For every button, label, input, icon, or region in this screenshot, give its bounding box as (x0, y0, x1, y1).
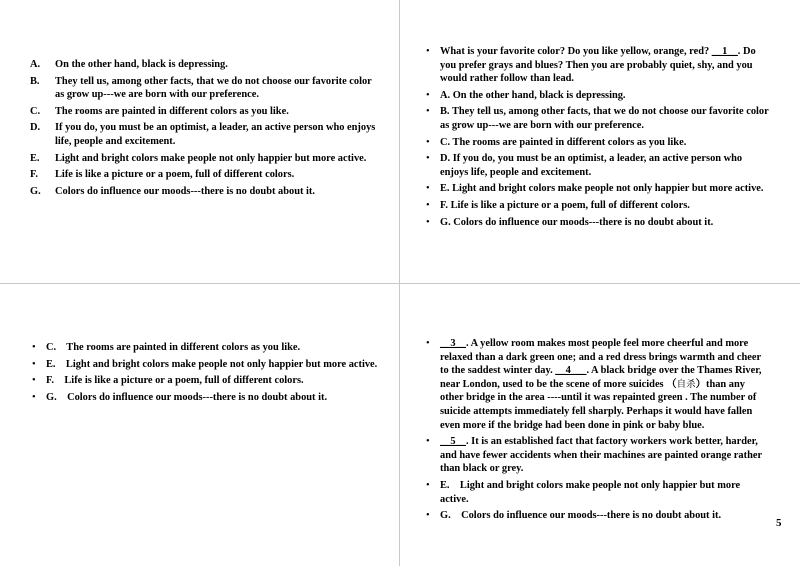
bullet-icon: • (426, 106, 430, 118)
slide-intro-and-options (424, 45, 770, 232)
option-letter: E. (30, 152, 40, 164)
option-text: They tell us, among other facts, that we do not choose our favorite color as grow up---we are born with our preference. (55, 75, 372, 101)
option-item (424, 182, 770, 196)
passage-paragraph (424, 337, 770, 432)
option-text: A. On the other hand, black is depressing. (440, 89, 626, 101)
option-text: If you do, you must be an optimist, a leader, an active person who enjoys life, people and excitement. (55, 122, 376, 147)
option-item (424, 152, 770, 179)
option-item (424, 89, 770, 103)
option-letter: G. (30, 185, 41, 197)
option-item (30, 374, 380, 388)
option-item (30, 152, 380, 166)
bullet-icon: • (426, 183, 430, 195)
bullet-icon: • (426, 46, 430, 57)
bullet-icon: • (32, 358, 36, 370)
bullet-icon: • (426, 479, 430, 491)
option-text: G. Colors do influence our moods---there is no doubt about it. (440, 510, 722, 522)
intro-text: What is your favorite color? Do you like yellow, orange, red? (440, 46, 712, 57)
option-letter: B. (30, 75, 40, 87)
option-item (30, 75, 380, 102)
option-item (424, 136, 770, 150)
page-number: 5 (776, 517, 782, 529)
option-item (30, 105, 380, 119)
option-item (424, 199, 770, 213)
option-text: D. If you do, you must be an optimist, a leader, an active person who enjoys life, people and excitement. (440, 153, 743, 178)
bullet-icon: • (32, 391, 36, 403)
option-item (424, 509, 770, 523)
option-item (30, 358, 380, 372)
bullet-icon: • (426, 153, 430, 165)
option-text: On the other hand, black is depressing. (55, 59, 228, 70)
option-letter: D. (30, 122, 41, 134)
bullet-icon: • (32, 342, 36, 353)
passage-paragraph (424, 435, 770, 476)
option-text: G. Colors do influence our moods---there is no doubt about it. (440, 216, 714, 228)
option-item (424, 216, 770, 230)
option-text: Light and bright colors make people not only happier but more active. (55, 152, 367, 164)
option-text: C. The rooms are painted in different colors as you like. (440, 136, 687, 148)
intro-text: . Do you prefer grays and blues? Then you are probably quiet, shy, and you would rather follow than lead. (440, 46, 756, 85)
option-text: Colors do influence our moods---there is no doubt about it. (55, 185, 315, 197)
slide-remaining-options (30, 341, 380, 407)
option-item (30, 58, 380, 72)
bullet-icon: • (426, 338, 430, 349)
option-text: F. Life is like a picture or a poem, full of different colors. (440, 199, 690, 211)
option-letter: A. (30, 59, 41, 70)
option-item (424, 479, 770, 506)
option-text: Life is like a picture or a poem, full of different colors. (55, 169, 295, 181)
passage-text: . It is an established fact that factory workers work better, harder, and have fewer accidents when their machines are painted orange rather than black or grey. (440, 436, 762, 475)
option-text: C. The rooms are painted in different colors as you like. (46, 342, 301, 353)
answer-blank-5: __5__ (440, 436, 466, 448)
bullet-icon: • (426, 510, 430, 522)
passage-text: . A yellow room makes most people feel more cheerful and more relaxed than a dark green one; and a red dress brings warmth and cheer to the saddest winter day. (440, 338, 761, 377)
passage-text: ）than any other bridge in the area ----until it was repainted green . The number of suicide attempts immediately fell sharply. Perhaps it would have fallen even more if the bridge had been done in pink or baby blue. (440, 378, 757, 431)
passage-text: . A black bridge over the Thames River, near London, used to be the scene of more suicides （ (440, 365, 762, 390)
horizontal-divider (0, 283, 800, 284)
answer-blank-4: __4___ (555, 365, 587, 377)
bullet-icon: • (426, 216, 430, 228)
option-letter: F. (30, 169, 38, 181)
slide-options-list (30, 58, 380, 201)
option-text: F. Life is like a picture or a poem, full of different colors. (46, 375, 304, 387)
option-text: E. Light and bright colors make people not only happier but more active. (46, 358, 378, 370)
option-item (30, 391, 380, 405)
option-item (30, 168, 380, 182)
option-text: G. Colors do influence our moods---there is no doubt about it. (46, 391, 328, 403)
bullet-icon: • (32, 375, 36, 387)
option-text: The rooms are painted in different colors as you like. (55, 105, 289, 117)
chinese-gloss: 自杀 (676, 378, 696, 390)
bullet-icon: • (426, 199, 430, 211)
option-item (30, 341, 380, 355)
bullet-icon: • (426, 136, 430, 148)
option-text: E. Light and bright colors make people not only happier but more active. (440, 183, 764, 195)
option-item (30, 121, 380, 148)
bullet-icon: • (426, 436, 430, 448)
option-item (424, 105, 770, 132)
option-letter: C. (30, 105, 41, 117)
bullet-icon: • (426, 89, 430, 101)
answer-blank-3: __3__ (440, 338, 466, 349)
option-text: B. They tell us, among other facts, that we do not choose our favorite color as grow up---we are born with our preference. (440, 106, 769, 131)
option-text: E. Light and bright colors make people not only happier but more active. (440, 479, 743, 505)
answer-blank-1: __1__ (711, 46, 738, 57)
intro-paragraph (424, 45, 770, 86)
slide-passage (424, 337, 770, 526)
option-item (30, 185, 380, 199)
